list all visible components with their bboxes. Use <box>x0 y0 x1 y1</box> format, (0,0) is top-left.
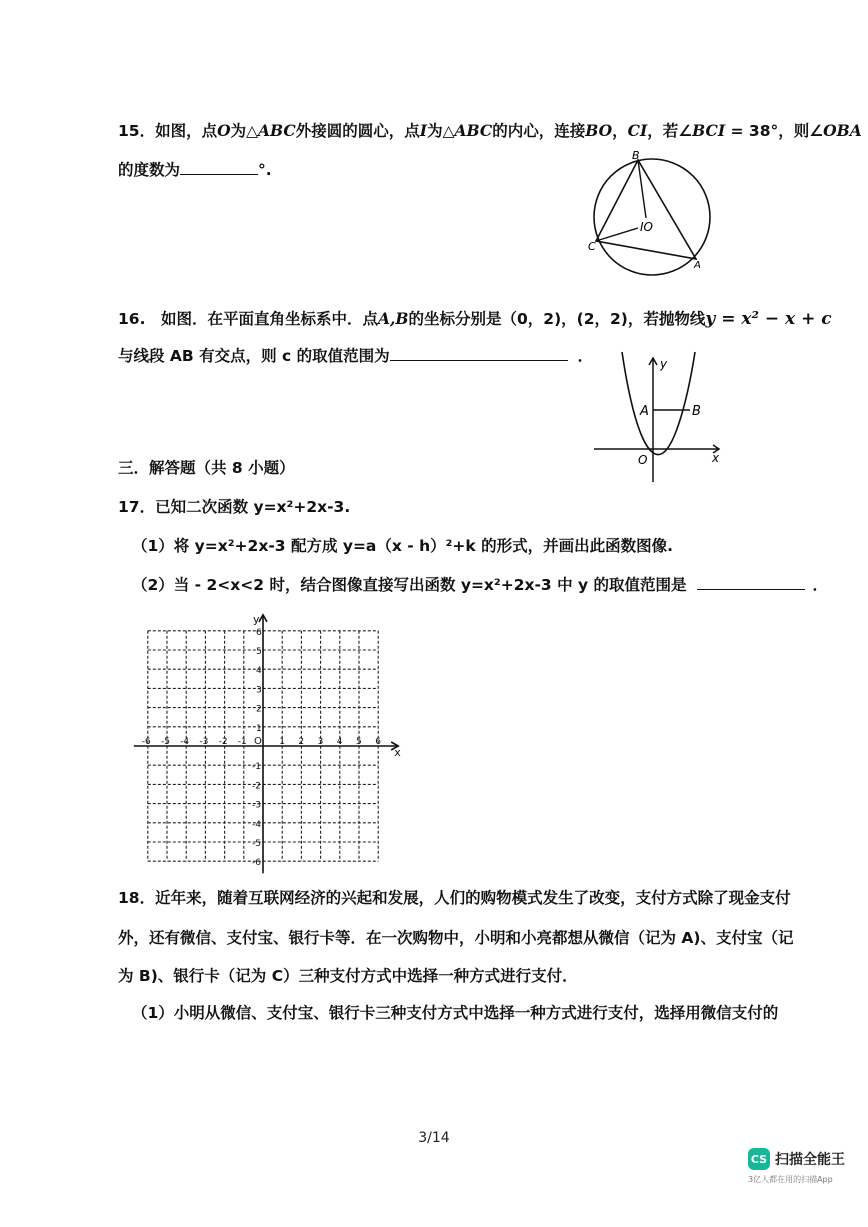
y-tick-label: 3 <box>256 685 262 696</box>
q15-abc-1: ABC <box>258 121 296 140</box>
q15-abc-2: ABC <box>454 121 493 140</box>
camscanner-icon: CS <box>748 1148 770 1170</box>
q15-point-i: I <box>419 121 428 140</box>
y-axis-label: y <box>253 612 260 626</box>
q15-text-9: 的度数为 <box>118 161 181 179</box>
q18-line2 <box>118 928 793 948</box>
x-tick-label: 6 <box>375 737 381 747</box>
q15-bci: BCI <box>692 121 726 140</box>
label-c: C <box>588 240 596 253</box>
q17-part2 <box>132 575 828 595</box>
x-tick-label: -1 <box>237 737 247 747</box>
q16-parabola-eq: y = x² − x + c <box>705 309 832 329</box>
q17-part1 <box>132 536 673 556</box>
label-a: A <box>694 260 701 271</box>
y-tick-label: 2 <box>256 704 262 715</box>
y-tick-label: 1 <box>256 723 262 734</box>
q15-text-4: 为△ <box>427 122 455 140</box>
q18-text-2: 外，还有微信、支付宝、银行卡等．在一次购物中，小明和小亮都想从微信（记为 A)、支付宝（记 <box>118 929 794 947</box>
q17-stem: 17．已知二次函数 y=x²+2x-3. <box>118 498 351 516</box>
x-tick-label: -2 <box>218 737 228 747</box>
x-tick-label: -6 <box>141 737 151 747</box>
label-x: x <box>712 451 720 465</box>
section-heading-text: 三．解答题（共 8 小题） <box>118 459 295 477</box>
q17-part2-end: ． <box>812 576 829 594</box>
q15-text-8: = 38°，则∠ <box>725 122 824 140</box>
triangle-abc <box>596 160 696 259</box>
q18-line3 <box>118 966 578 986</box>
x-tick-label: -3 <box>199 737 209 747</box>
scanner-watermark <box>748 1148 845 1170</box>
label-b: B <box>632 149 640 162</box>
x-tick-label: 5 <box>356 737 362 747</box>
q18-text-1: 18．近年来，随着互联网经济的兴起和发展，人们的购物模式发生了改变，支付方式除了现金支付 <box>118 889 791 907</box>
q16-text-3: 与线段 AB 有交点，则 c 的取值范围为 <box>118 347 390 365</box>
q15-line1 <box>118 121 862 141</box>
q16-parabola-figure <box>594 352 729 484</box>
label-origin: O <box>638 453 648 467</box>
q16-line2 <box>118 346 593 366</box>
q17-line1 <box>118 497 350 517</box>
y-tick-label: -1 <box>252 762 261 773</box>
q15-text-2: 为△ <box>230 122 259 140</box>
q15-ci: CI <box>627 121 648 140</box>
label-b: B <box>692 404 701 419</box>
q15-circle-figure <box>586 150 716 280</box>
q15-point-o: O <box>217 121 231 140</box>
label-y: y <box>660 357 668 371</box>
q16-text-2: 的坐标分别是（0，2)，(2，2)，若抛物线 <box>408 310 706 328</box>
q15-bo: BO <box>585 121 613 140</box>
page-number: 3/14 <box>418 1130 450 1146</box>
y-tick-label: -3 <box>252 800 261 811</box>
q18-line4 <box>132 1003 778 1023</box>
q15-text-10: °. <box>258 161 272 179</box>
y-tick-label: -4 <box>252 819 261 830</box>
q18-line1 <box>118 888 791 908</box>
x-tick-label: 2 <box>298 737 305 747</box>
q17-part2-text: （2）当 - 2<x<2 时，结合图像直接写出函数 y=x²+2x-3 中 y 的取值范围是 <box>132 576 687 594</box>
q15-text-3: 外接圆的圆心，点 <box>295 122 420 140</box>
q15-line2 <box>118 160 272 180</box>
q18-text-4: （1）小明从微信、支付宝、银行卡三种支付方式中选择一种方式进行支付，选择用微信支付的 <box>132 1004 779 1022</box>
y-tick-label: 5 <box>256 647 262 657</box>
camscanner-tagline: 3亿人都在用的扫描App <box>748 1175 833 1184</box>
y-tick-label: -5 <box>252 839 261 849</box>
y-tick-label: 6 <box>256 627 262 638</box>
label-a: A <box>640 404 649 419</box>
q16-answer-blank[interactable] <box>390 360 568 361</box>
x-tick-label: -5 <box>161 737 170 747</box>
y-tick-label: 4 <box>256 666 262 677</box>
origin-label: O <box>254 736 262 747</box>
x-tick-label: 3 <box>317 737 324 747</box>
section-heading <box>118 458 295 478</box>
q16-text-1: 16. 如图．在平面直角坐标系中．点 <box>118 310 378 328</box>
q16-line1 <box>118 308 832 330</box>
q15-answer-blank[interactable] <box>180 174 258 175</box>
q15-text-6: ， <box>612 122 628 140</box>
coordinate-grid[interactable] <box>136 600 406 870</box>
q15-text-7: ，若∠ <box>647 122 693 140</box>
x-tick-label: 4 <box>336 737 343 747</box>
y-tick-label: -2 <box>252 781 261 792</box>
y-tick-label: -6 <box>252 858 261 869</box>
q17-part1-text: （1）将 y=x²+2x-3 配方成 y=a（x - h）²+k 的形式，并画出此函数图像. <box>132 537 674 555</box>
segment-bo <box>638 160 646 218</box>
q16-points-ab: A,B <box>377 309 409 328</box>
q15-text-1: 15．如图，点 <box>118 122 218 140</box>
x-tick-label: 1 <box>279 737 285 747</box>
q16-text-4: ． <box>577 347 594 365</box>
camscanner-name: 扫描全能王 <box>775 1152 845 1168</box>
q15-text-5: 的内心，连接 <box>492 122 586 140</box>
q18-text-3: 为 B)、银行卡（记为 C）三种支付方式中选择一种方式进行支付． <box>118 967 578 985</box>
q17-answer-blank[interactable] <box>697 589 805 590</box>
label-io: IO <box>640 220 653 234</box>
x-tick-label: -4 <box>180 737 190 747</box>
q15-oba: OBA <box>823 121 862 140</box>
parabola-curve <box>622 352 695 455</box>
x-axis-label: x <box>394 746 401 759</box>
